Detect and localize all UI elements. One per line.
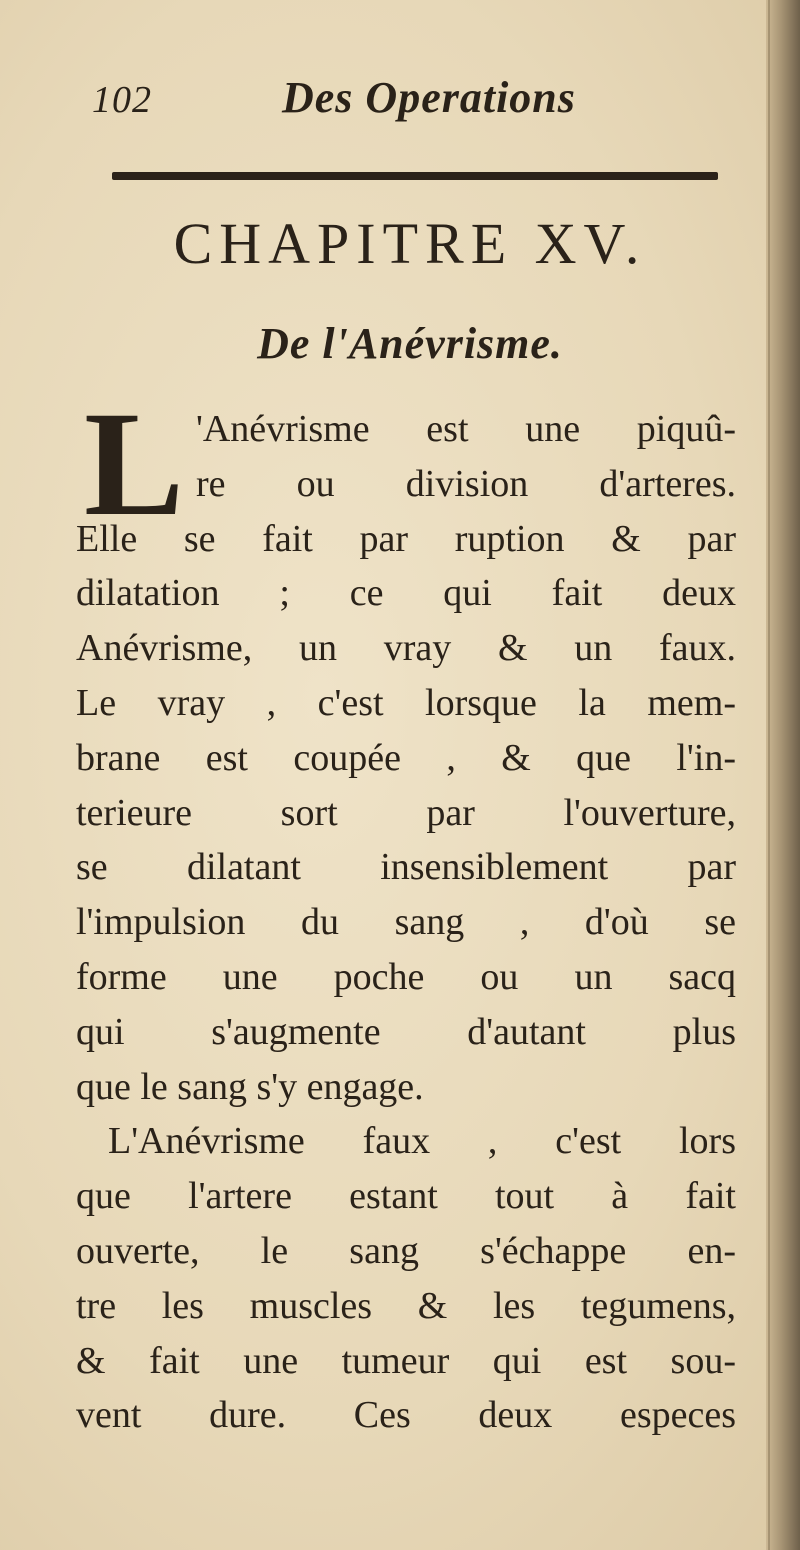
text-line: tre les muscles & les tegumens,: [76, 1284, 736, 1327]
text-line: 'Anévrisme est une piquû-: [196, 408, 736, 450]
body-text: [76, 381, 736, 1443]
section-title: De l'Anévrisme.: [257, 319, 563, 368]
text-line: L'Anévrisme faux , c'est lors: [108, 1120, 736, 1163]
header-rule: [112, 172, 718, 180]
text-line: que l'artere estant tout à fait: [76, 1175, 736, 1218]
page-number: 102: [92, 79, 152, 121]
text-line: Anévrisme, un vray & un faux.: [76, 627, 736, 670]
text-line: ouverte, le sang s'échappe en-: [76, 1229, 736, 1272]
text-line: dilatation ; ce qui fait deux: [76, 572, 736, 615]
text-line: forme une poche ou un sacq: [76, 955, 736, 998]
text-line: terieure sort par l'ouverture,: [76, 791, 736, 834]
page-header: [92, 70, 732, 130]
text-line: re ou division d'arteres.: [196, 462, 736, 505]
text-line: vent dure. Ces deux especes: [76, 1394, 736, 1437]
running-head: Des Operations: [282, 73, 576, 122]
text-line: brane est coupée , & que l'in-: [76, 736, 736, 779]
text-line: que le sang s'y engage.: [76, 1065, 424, 1108]
text-line: l'impulsion du sang , d'où se: [76, 901, 736, 944]
text-line: se dilatant insensiblement par: [76, 846, 736, 889]
text-line: qui s'augmente d'autant plus: [76, 1010, 736, 1053]
chapter-title: CHAPITRE XV.: [173, 211, 647, 276]
drop-cap: L: [84, 381, 185, 547]
text-line: Elle se fait par ruption & par: [76, 517, 736, 560]
text-line: Le vray , c'est lorsque la mem-: [76, 681, 736, 724]
text-line: & fait une tumeur qui est sou-: [76, 1339, 736, 1382]
